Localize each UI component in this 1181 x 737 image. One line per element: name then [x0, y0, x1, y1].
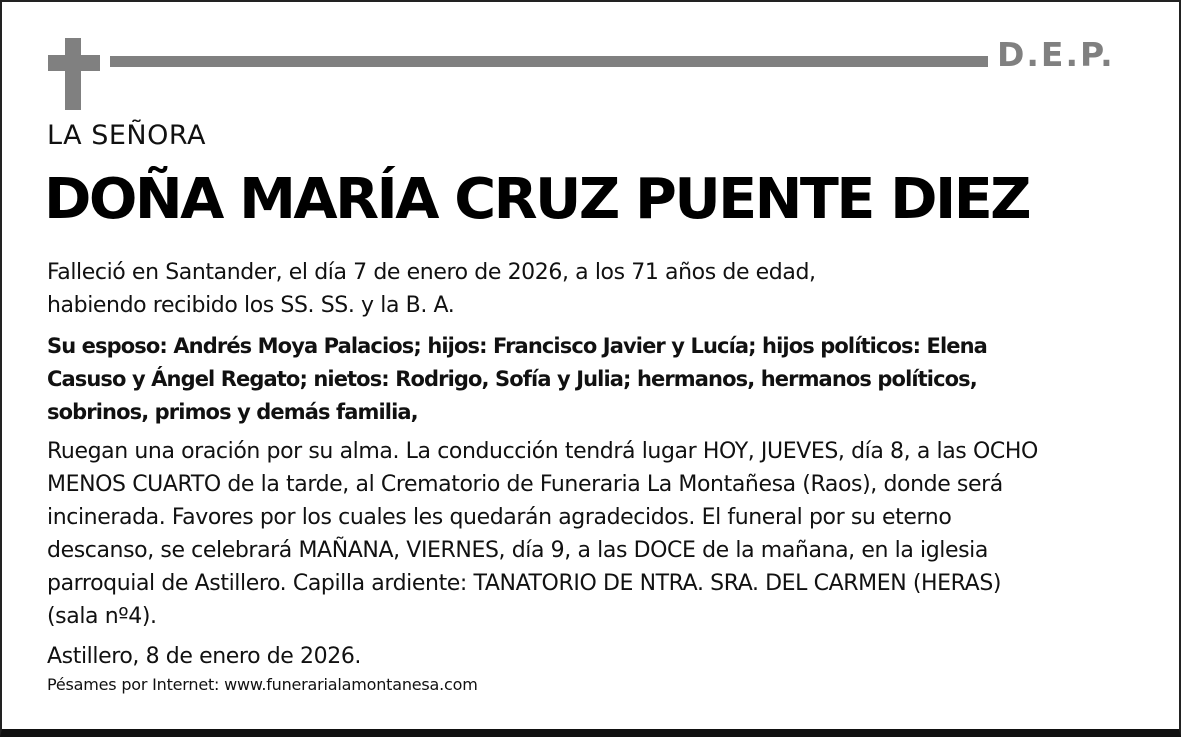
death-line: habiendo recibido los SS. SS. y la B. A. — [47, 293, 455, 318]
cross-icon — [48, 38, 100, 110]
service-line: parroquial de Astillero. Capilla ardiente: TANATORIO DE NTRA. SRA. DEL CARMEN (HERAS) — [47, 571, 1002, 596]
service-line: MENOS CUARTO de la tarde, al Crematorio de Funeraria La Montañesa (Raos), donde será — [47, 472, 1003, 497]
dep-label: D.E.P. — [997, 35, 1115, 74]
cross-horizontal-bar — [48, 55, 100, 71]
family-line: Su esposo: Andrés Moya Palacios; hijos: Francisco Javier y Lucía; hijos políticos: Elena — [47, 334, 987, 358]
web-condolences: Pésames por Internet: www.funerarialamontanesa.com — [47, 675, 478, 694]
deceased-name: DOÑA MARÍA CRUZ PUENTE DIEZ — [44, 167, 1030, 232]
service-line: Ruegan una oración por su alma. La conducción tendrá lugar HOY, JUEVES, día 8, a las OCHO — [47, 439, 1038, 464]
title-prefix: LA SEÑORA — [47, 120, 206, 151]
family-line: sobrinos, primos y demás familia, — [47, 400, 418, 424]
cross-vertical-bar — [65, 38, 81, 110]
service-paragraph — [47, 435, 1157, 633]
death-paragraph — [47, 256, 1147, 322]
family-line: Casuso y Ángel Regato; nietos: Rodrigo, Sofía y Julia; hermanos, hermanos políticos, — [47, 367, 977, 391]
death-line: Falleció en Santander, el día 7 de enero de 2026, a los 71 años de edad, — [47, 260, 816, 285]
family-paragraph — [47, 330, 1127, 429]
place-date: Astillero, 8 de enero de 2026. — [47, 644, 362, 669]
service-line: (sala nº4). — [47, 604, 157, 629]
service-line: incinerada. Favores por los cuales les quedarán agradecidos. El funeral por su eterno — [47, 505, 952, 530]
service-line: descanso, se celebrará MAÑANA, VIERNES, día 9, a las DOCE de la mañana, en la iglesia — [47, 538, 988, 563]
header-rule — [110, 56, 988, 67]
